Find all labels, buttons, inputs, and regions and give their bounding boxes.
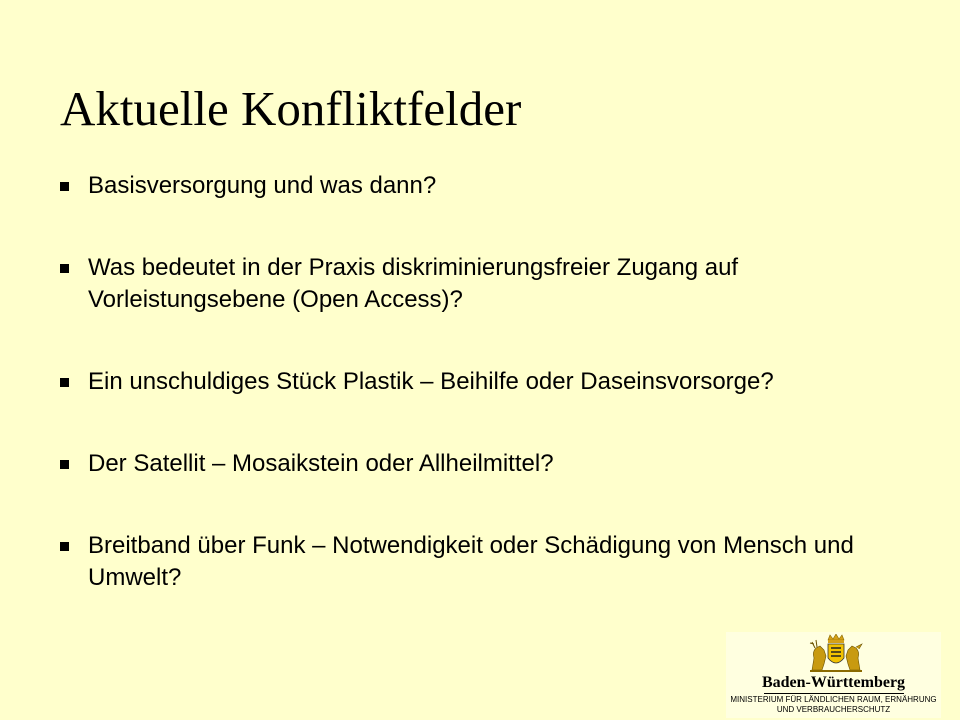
square-bullet-icon [60, 460, 69, 469]
square-bullet-icon [60, 264, 69, 273]
bullet-item [58, 530, 898, 594]
baden-wuerttemberg-logo [726, 632, 941, 718]
bullet-text: Ein unschuldiges Stück Plastik – Beihilfe oder Daseinsvorsorge? [88, 368, 774, 395]
square-bullet-icon [60, 378, 69, 387]
bullet-item [58, 252, 898, 316]
logo-divider [764, 693, 904, 694]
logo-state-name: Baden-Württemberg [761, 674, 906, 691]
ministry-line-1: MINISTERIUM FÜR LÄNDLICHEN RAUM, ERNÄHRUNG [730, 695, 937, 704]
square-bullet-icon [60, 542, 69, 551]
logo-ministry-text [726, 695, 941, 715]
bullet-item [58, 448, 898, 480]
square-bullet-icon [60, 182, 69, 191]
slide-title: Aktuelle Konfliktfelder [60, 81, 522, 136]
bullet-text: Basisversorgung und was dann? [88, 172, 437, 199]
bullet-item [58, 366, 898, 398]
bullet-text: Was bedeutet in der Praxis diskriminierungsfreier Zugang auf Vorleistungsebene (Open Access)? [88, 254, 739, 313]
bullet-text: Der Satellit – Mosaikstein oder Allheilmittel? [88, 450, 554, 477]
ministry-line-2: UND VERBRAUCHERSCHUTZ [776, 705, 891, 714]
bullet-list [58, 170, 898, 594]
bullet-text: Breitband über Funk – Notwendigkeit oder Schädigung von Mensch und Umwelt? [88, 532, 854, 591]
bullet-item [58, 170, 898, 202]
coat-of-arms-icon [802, 634, 870, 674]
